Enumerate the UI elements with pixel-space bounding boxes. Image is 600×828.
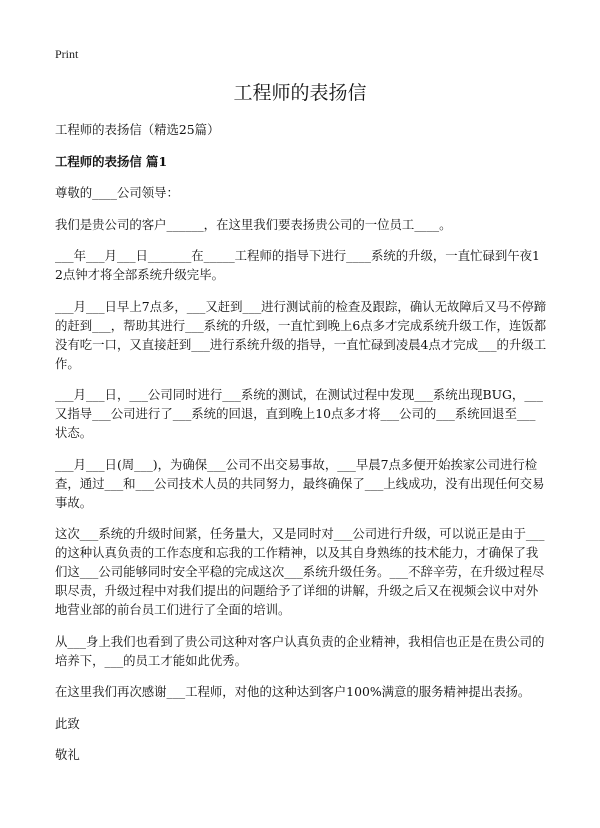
document-subtitle: 工程师的表扬信（精选25篇） xyxy=(55,122,220,137)
paragraph-day-one: ___年___月___日_______在_____工程师的指导下进行____系统的升级，一直忙碌到午夜12点钟才将全部系统升级完毕。 xyxy=(55,248,540,282)
paragraph-day-two: ___月___日早上7点多，___又赶到___进行测试前的检查及跟踪，确认无故障后又马不停蹄的赶到___，帮助其进行___系统的升级，一直忙到晚上6点多才完成系统升级工作，连饭都没有吃一口，又直接赶到___进行系统升级的指导，一直忙碌到凌晨4点才完成___的升级工作。 xyxy=(55,298,547,371)
paragraph-intro: 我们是贵公司的客户______，在这里我们要表扬贵公司的一位员工____。 xyxy=(55,216,452,232)
print-link[interactable]: Print xyxy=(55,47,79,61)
paragraph-thanks: 在这里我们再次感谢___工程师，对他的这种达到客户100%满意的服务精神提出表扬。 xyxy=(55,684,531,699)
paragraph-summary: 这次___系统的升级时间紧，任务量大，又是同时对___公司进行升级，可以说正是由于___的这种认真负责的工作态度和忘我的工作精神，以及其自身熟练的技术能力，才确保了我们这___公司能够同时安全平稳的完成这次___系统升级任务。___不辞辛劳，在升级过程尽职尽责，升级过程中对我们提出的问题给予了详细的讲解，升级之后又在视频会议中对外地营业部的前台员工们进行了全面的培训。 xyxy=(55,526,545,617)
paragraph-testing: ___月___日，___公司同时进行___系统的测试，在测试过程中发现___系统出现BUG，___又指导___公司进行了___系统的回退，直到晚上10点多才将___公司的___系统回退至___状态。 xyxy=(55,387,543,440)
closing-line: 此致 xyxy=(55,715,80,731)
salutation: 尊敬的____公司领导： xyxy=(55,185,179,200)
section-heading: 工程师的表扬信 篇1 xyxy=(55,154,168,169)
letter-body xyxy=(55,120,547,777)
page-title: 工程师的表扬信 xyxy=(233,82,367,104)
paragraph-inspection: ___月___日(周___)，为确保___公司不出交易事故，___早晨7点多便开始挨家公司进行检查，通过___和___公司技术人员的共同努力，最终确保了___上线成功，没有出现任何交易事故。 xyxy=(55,456,545,510)
paragraph-praise: 从___身上我们也看到了贵公司这种对客户认真负责的企业精神，我相信也正是在贵公司的培养下，___的员工才能如此优秀。 xyxy=(55,633,545,668)
closing-salute: 敬礼 xyxy=(55,747,80,762)
